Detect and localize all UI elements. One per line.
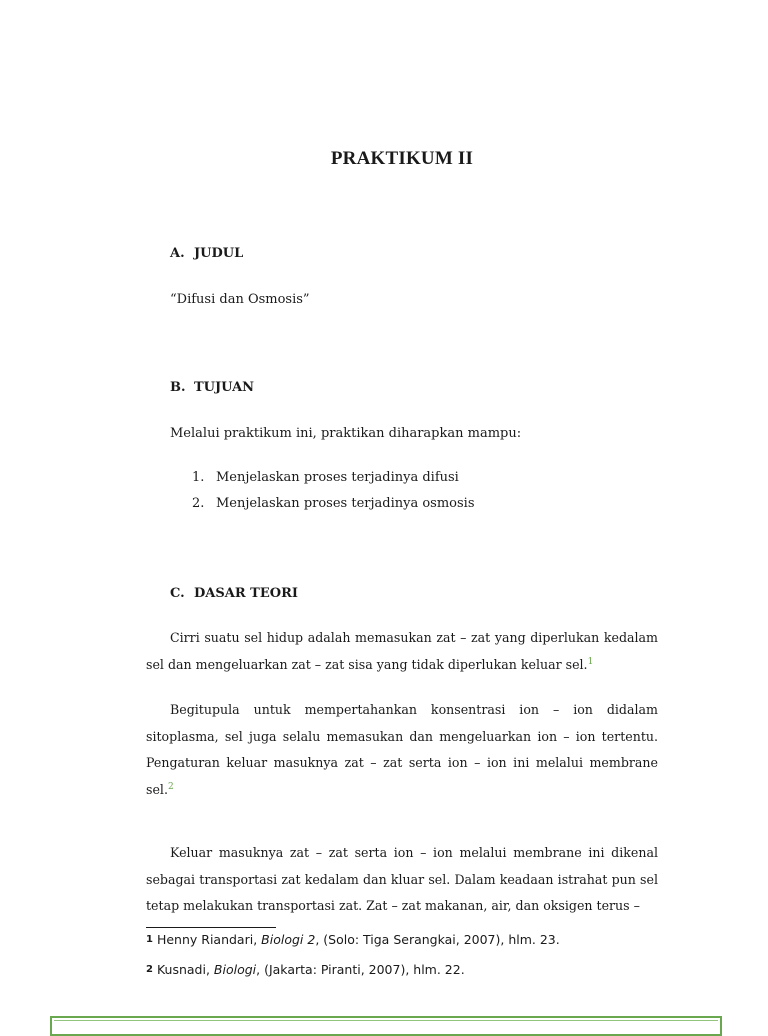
paragraph-text: Keluar masuknya zat – zat serta ion – ion melalui membrane ini dikenal sebagai transportasi zat kedalam dan kluar sel. Dalam keadaan istrahat pun sel tetap melakukan transportasi zat. Zat – zat makanan, air, dan oksigen terus – [146, 845, 658, 914]
footnote-rest: , (Solo: Tiga Serangkai, 2007), hlm. 23. [315, 932, 560, 947]
section-heading-text: DASAR TEORI [194, 586, 298, 601]
footnote-separator [146, 927, 276, 928]
section-heading-tujuan [170, 380, 254, 395]
section-heading-text: JUDUL [194, 246, 244, 261]
list-item-text: Menjelaskan proses terjadinya osmosis [216, 496, 475, 511]
footnote-ref[interactable]: 2 [167, 781, 174, 792]
page-footer-border [50, 1016, 722, 1036]
section-heading-dasar-teori [170, 586, 298, 601]
footnote-author: Henny Riandari, [156, 932, 262, 947]
footnote-book: Biologi [213, 962, 257, 977]
list-item [192, 496, 475, 511]
section-letter: A. [170, 246, 185, 261]
theory-paragraph [146, 625, 658, 678]
footnote-number: 2 [146, 964, 153, 975]
footnote-rest: , (Jakarta: Piranti, 2007), hlm. 22. [256, 962, 465, 977]
footnote [146, 932, 560, 947]
list-number: 1. [192, 470, 205, 485]
footnote-ref[interactable]: 1 [587, 656, 594, 667]
section-letter: B. [170, 380, 186, 395]
footnote-number: 1 [146, 934, 153, 945]
footnote-book: Biologi 2 [261, 932, 316, 947]
footnote-author: Kusnadi, [156, 962, 214, 977]
tujuan-intro: Melalui praktikum ini, praktikan diharapkan mampu: [170, 426, 522, 441]
section-letter: C. [170, 586, 185, 601]
paragraph-text: Begitupula untuk mempertahankan konsentrasi ion – ion didalam sitoplasma, sel juga selalu memasukan dan mengeluarkan ion – ion tertentu. Pengaturan keluar masuknya zat – zat serta ion – ion ini melalui membrane sel. [146, 702, 658, 797]
list-item [192, 470, 459, 485]
footnote [146, 962, 465, 977]
judul-text: “Difusi dan Osmosis” [170, 292, 310, 307]
footer-inner-line [54, 1020, 718, 1025]
section-heading-judul [170, 246, 243, 261]
page-title: PRAKTIKUM II [330, 148, 474, 169]
section-heading-text: TUJUAN [194, 380, 255, 395]
theory-paragraph [146, 840, 658, 920]
list-item-text: Menjelaskan proses terjadinya difusi [216, 470, 459, 485]
paragraph-text: Cirri suatu sel hidup adalah memasukan zat – zat yang diperlukan kedalam sel dan mengeluarkan zat – zat sisa yang tidak diperlukan keluar sel. [146, 630, 658, 672]
list-number: 2. [192, 496, 205, 511]
theory-paragraph [146, 697, 658, 803]
